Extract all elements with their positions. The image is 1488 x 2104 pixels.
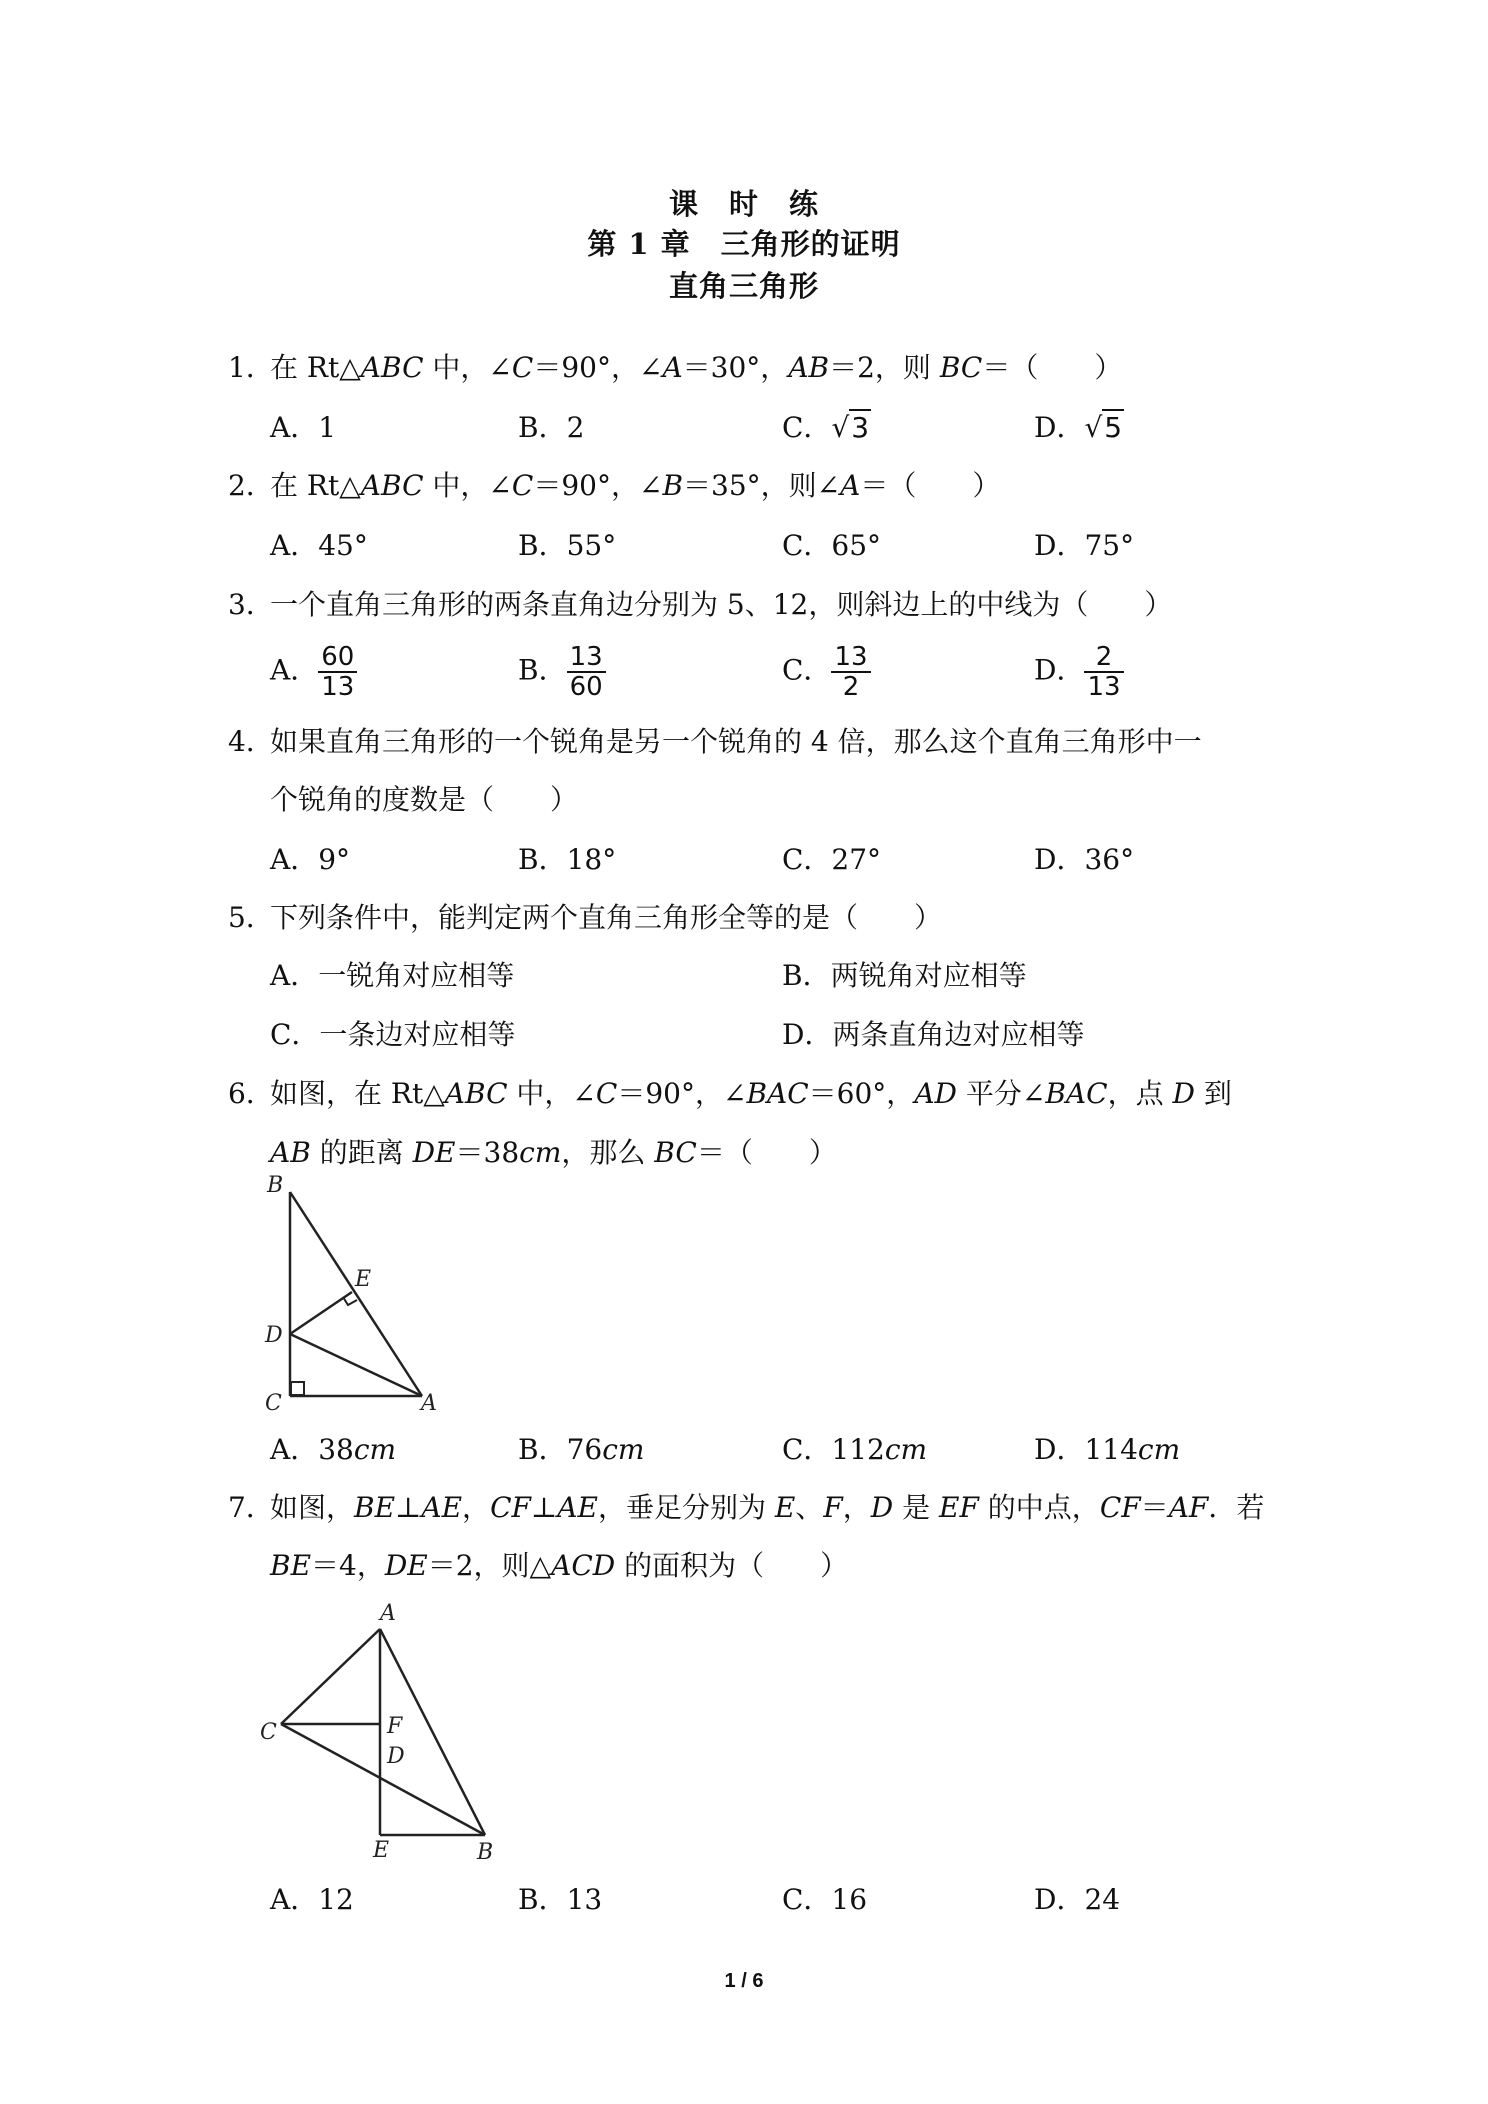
q-text: ， <box>842 1491 871 1524</box>
question-number: 7． <box>228 1491 274 1524</box>
q-text: ，点 <box>1107 1077 1173 1110</box>
option-d <box>1034 643 1124 701</box>
q-var: C <box>595 1077 618 1110</box>
triangle-figure-q6 <box>255 1170 455 1420</box>
q-var: AE <box>421 1491 463 1524</box>
option-label: B． <box>518 653 567 687</box>
question-number: 5． <box>228 901 274 934</box>
vertex-label-e: E <box>373 1838 390 1863</box>
q-text: ＝30°， <box>682 351 789 384</box>
right-angle-mark-e <box>343 1297 357 1305</box>
question-number: 4． <box>228 725 274 758</box>
q-text: ，垂足分别为 <box>597 1491 775 1524</box>
q-text: 中，∠ <box>507 1077 596 1110</box>
q-var: BAC <box>1045 1077 1108 1110</box>
q-var: A <box>662 351 683 384</box>
option-unit: cm <box>353 1433 397 1466</box>
option-a <box>270 643 357 701</box>
q-text: ＝2，则 <box>829 351 940 384</box>
chapter-title: 第 1 章 三角形的证明 <box>587 227 901 261</box>
q-text: ＝35°，则∠ <box>683 469 841 502</box>
q-var: AB <box>270 1136 311 1169</box>
q-text: ＝（ ） <box>860 469 1001 502</box>
option-c <box>782 1430 927 1470</box>
q-text: ⊥ <box>530 1491 558 1524</box>
option-c: C．一条边对应相等 <box>270 1018 516 1051</box>
option-b: B．两锐角对应相等 <box>782 959 1027 992</box>
q-text: 的距离 <box>310 1136 413 1169</box>
q-text: 平分∠ <box>956 1077 1046 1110</box>
q-text: ＝90°，∠ <box>533 351 663 384</box>
option-b: B．18° <box>518 843 617 876</box>
option-d: D．24 <box>1034 1883 1121 1916</box>
q-var: C <box>511 351 534 384</box>
option-c <box>782 643 871 701</box>
question-7-cont <box>270 1546 848 1586</box>
q-var: AF <box>1168 1491 1209 1524</box>
question-6-cont <box>270 1133 837 1173</box>
vertex-label-b: B <box>477 1840 494 1865</box>
question-number: 1． <box>228 351 274 384</box>
denominator: 13 <box>321 672 355 702</box>
option-value: B．76 <box>518 1433 603 1466</box>
option-label: A． <box>270 653 319 687</box>
option-b: B．2 <box>518 411 585 444</box>
numerator: 13 <box>831 643 870 673</box>
q-text: 、 <box>795 1491 824 1524</box>
vertex-label-a: A <box>380 1601 396 1626</box>
q-text: ， <box>462 1491 491 1524</box>
q-text: 在 Rt△ <box>270 351 361 384</box>
segment-ca <box>281 1629 380 1724</box>
question-7 <box>228 1488 1264 1528</box>
option-unit: cm <box>602 1433 645 1466</box>
sqrt-expression: √5 <box>1084 411 1123 444</box>
vertex-label-f: F <box>387 1714 403 1739</box>
option-d <box>1034 1430 1180 1470</box>
doc-title: 课 时 练 <box>668 187 819 221</box>
q-text: ＝90°，∠ <box>617 1077 747 1110</box>
vertex-label-c: C <box>265 1391 282 1416</box>
radicand: 3 <box>851 411 870 444</box>
q-text: 一个直角三角形的两条直角边分别为 5、12，则斜边上的中线为（ ） <box>270 588 1173 621</box>
q-text: 到 <box>1194 1077 1232 1110</box>
question-number: 2． <box>228 469 274 502</box>
q-var: AD <box>914 1077 957 1110</box>
option-c: C．16 <box>782 1883 868 1916</box>
q-text: ．若 <box>1208 1491 1265 1524</box>
q-var: ACD <box>551 1549 616 1582</box>
option-a: A．45° <box>270 529 368 562</box>
q-text: ＝60°， <box>808 1077 915 1110</box>
denominator: 2 <box>842 672 860 702</box>
question-4 <box>228 722 1202 762</box>
q-var: BAC <box>746 1077 809 1110</box>
q-var: A <box>840 469 861 502</box>
q-text: ＝4， <box>311 1549 385 1582</box>
q-unit: cm <box>519 1136 562 1169</box>
q-var: E <box>774 1491 796 1524</box>
option-d: D．75° <box>1034 529 1135 562</box>
segment-cb <box>281 1724 485 1835</box>
option-label: D． <box>1034 411 1085 444</box>
q-var: BC <box>654 1136 697 1169</box>
vertex-label-e: E <box>355 1267 372 1292</box>
q-text: ＝38 <box>455 1136 520 1169</box>
fraction <box>831 643 870 701</box>
q-text: 如图，在 Rt△ <box>270 1077 445 1110</box>
option-c <box>782 408 871 448</box>
option-c: C．27° <box>782 843 882 876</box>
triangle-figure-q7 <box>245 1585 515 1865</box>
q-text: ＝2，则△ <box>427 1549 552 1582</box>
numerator: 2 <box>1084 643 1123 673</box>
sqrt-expression: √3 <box>831 411 870 444</box>
q-var: BE <box>270 1549 312 1582</box>
q-var: DE <box>384 1549 428 1582</box>
denominator: 13 <box>1087 672 1121 702</box>
q-text: 中，∠ <box>423 351 512 384</box>
q-var: B <box>662 469 684 502</box>
q-text: ＝ <box>1140 1491 1169 1524</box>
q-var: D <box>870 1491 894 1524</box>
q-var: ABC <box>444 1077 508 1110</box>
option-d: D．两条直角边对应相等 <box>782 1018 1085 1051</box>
q-text: 下列条件中，能判定两个直角三角形全等的是（ ） <box>270 901 943 934</box>
option-d <box>1034 408 1124 448</box>
numerator: 13 <box>567 643 606 673</box>
q-text: ＝（ ） <box>982 351 1123 384</box>
fraction <box>567 643 606 701</box>
q-var: F <box>823 1491 843 1524</box>
q-text: ＝90°，∠ <box>533 469 663 502</box>
option-b <box>518 1430 644 1470</box>
q-var: C <box>511 469 534 502</box>
vertex-label-b: B <box>267 1173 284 1198</box>
option-value: C．112 <box>782 1433 885 1466</box>
q-var: ABC <box>360 351 424 384</box>
right-angle-mark-c <box>291 1382 304 1395</box>
option-b: B．13 <box>518 1883 603 1916</box>
q-text: ＝（ ） <box>696 1136 837 1169</box>
question-3 <box>228 585 1172 625</box>
q-var: BC <box>939 351 983 384</box>
fraction <box>1084 643 1123 701</box>
q-text: 如果直角三角形的一个锐角是另一个锐角的 4 倍，那么这个直角三角形中一 <box>270 725 1202 758</box>
q-text: ，那么 <box>561 1136 655 1169</box>
section-title: 直角三角形 <box>668 269 819 303</box>
q-text: 的中点， <box>978 1491 1100 1524</box>
vertex-label-d: D <box>387 1744 405 1769</box>
vertex-label-a: A <box>421 1391 437 1416</box>
option-b <box>518 643 606 701</box>
q-text: ⊥ <box>395 1491 422 1524</box>
option-value: A．38 <box>270 1433 354 1466</box>
numerator: 60 <box>318 643 357 673</box>
q-var: DE <box>412 1136 456 1169</box>
option-label: C． <box>782 653 832 687</box>
q-text: 在 Rt△ <box>270 469 361 502</box>
option-label: C． <box>782 411 832 444</box>
option-value: D．114 <box>1034 1433 1138 1466</box>
option-a <box>270 1430 396 1470</box>
option-c: C．65° <box>782 529 882 562</box>
q-var: EF <box>939 1491 979 1524</box>
question-6 <box>228 1074 1232 1114</box>
option-d: D．36° <box>1034 843 1135 876</box>
q-var: CF <box>490 1491 531 1524</box>
radicand: 5 <box>1104 411 1123 444</box>
option-label: D． <box>1034 653 1085 687</box>
q-text: 如图， <box>270 1491 355 1524</box>
denominator: 60 <box>569 672 603 702</box>
fraction <box>318 643 357 701</box>
q-var: AE <box>557 1491 598 1524</box>
option-a: A．9° <box>270 843 351 876</box>
question-1 <box>228 348 1122 388</box>
vertex-label-c: C <box>260 1720 277 1745</box>
q-var: AB <box>788 351 830 384</box>
option-a: A．一锐角对应相等 <box>270 959 515 992</box>
q-text: 是 <box>893 1491 940 1524</box>
option-a: A．12 <box>270 1883 354 1916</box>
q-text: 的面积为（ ） <box>615 1549 849 1582</box>
q-var: CF <box>1099 1491 1141 1524</box>
question-number: 3． <box>228 588 274 621</box>
option-b: B．55° <box>518 529 617 562</box>
question-2 <box>228 466 1000 506</box>
q-var: ABC <box>360 469 424 502</box>
page-number: 1 / 6 <box>724 1970 764 1992</box>
q-var: D <box>1172 1077 1195 1110</box>
q-text: 中，∠ <box>423 469 512 502</box>
option-unit: cm <box>1137 1433 1181 1466</box>
question-5 <box>228 898 942 938</box>
option-a: A．1 <box>270 411 337 444</box>
vertex-label-d: D <box>265 1323 283 1348</box>
question-4-cont: 个锐角的度数是（ ） <box>270 783 579 816</box>
question-number: 6． <box>228 1077 274 1110</box>
q-var: BE <box>354 1491 396 1524</box>
option-unit: cm <box>884 1433 928 1466</box>
